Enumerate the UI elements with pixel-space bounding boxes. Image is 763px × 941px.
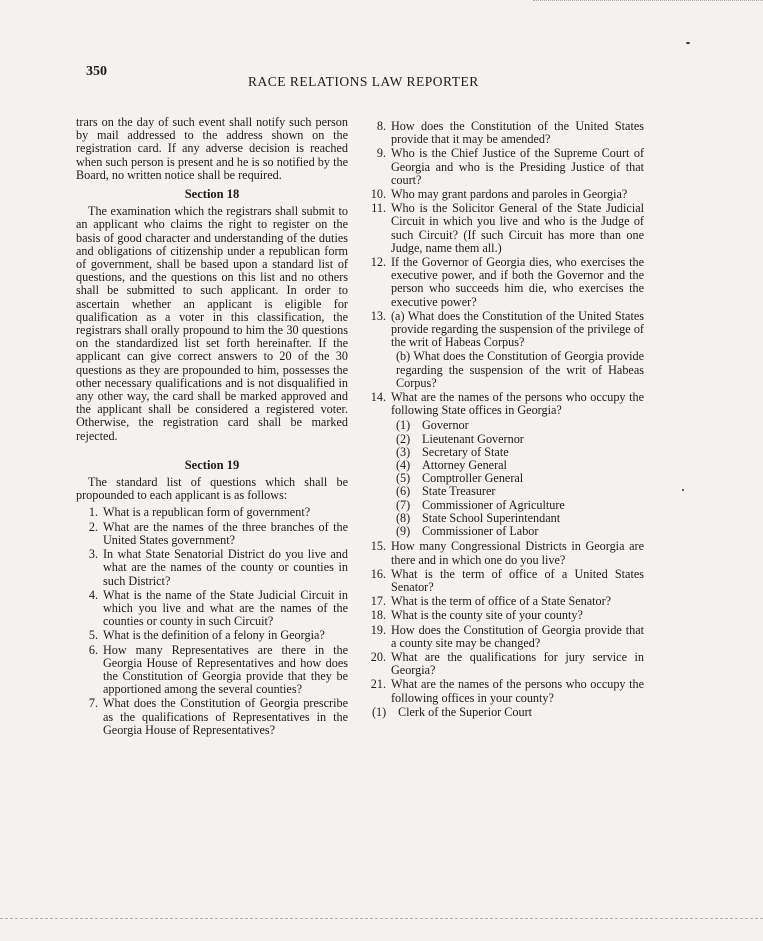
- question-number: 13.: [370, 308, 386, 323]
- question-text: What is the name of the State Judicial Circuit in which you live and what are the names of the counties or county in such Circuit?: [103, 587, 348, 629]
- question-text: In what State Senatorial District do you live and what are the names of the county or counties in such District?: [103, 547, 348, 588]
- office-item: [396, 525, 644, 538]
- running-title: RACE RELATIONS LAW REPORTER: [248, 74, 479, 89]
- question-15: [362, 540, 644, 566]
- question-21: [362, 678, 644, 704]
- question-text: What is the term of office of a State Senator?: [391, 594, 612, 609]
- question-text: How many Congressional Districts in Georgia are there and in which one do you live?: [391, 539, 644, 567]
- office-number: (1): [396, 418, 411, 433]
- question-13-part-b: (b) What does the Constitution of Georgia provide regarding the suspension of the writ of Habeas Corpus?: [396, 349, 644, 390]
- office-number: (8): [396, 510, 411, 525]
- office-number: (1): [372, 704, 387, 719]
- question-text: If the Governor of Georgia dies, who exercises the executive power, and if both the Governor and the person who succeeds him die, who exercises the executive power?: [391, 255, 644, 309]
- question-text: What is the county site of your county?: [391, 608, 583, 623]
- office-number: (4): [396, 458, 411, 473]
- question-12: [362, 256, 644, 309]
- question-number: 16.: [370, 566, 386, 581]
- office-label: Commissioner of Agriculture: [422, 497, 565, 512]
- left-column: [76, 116, 348, 738]
- top-edge-dots: [533, 0, 763, 1]
- question-8: [362, 120, 644, 146]
- question-number: 11.: [371, 201, 386, 216]
- office-item: [396, 433, 644, 446]
- question-text: Who is the Solicitor General of the State Judicial Circuit in which you live and who is the Judge of such Circuit? (If such Circuit has more than one Judge, name them all.): [391, 201, 644, 255]
- office-label: Secretary of State: [422, 444, 509, 459]
- office-label: Commissioner of Labor: [422, 524, 539, 539]
- question-text: What is the term of office of a United States Senator?: [391, 566, 644, 594]
- question-list-left: [76, 506, 348, 736]
- question-18: [362, 609, 644, 622]
- section-18-text: The examination which the registrars shall submit to an applicant who claims the right to register on the basis of good character and understanding of the duties and obligations of citizenship under a republican form of government, shall be based upon a standard list of questions, and the questions on this list and no others shall be submitted to such applicant. In order to ascertain whether an applicant is eligible for qualification as a voter in this classification, the registrars shall orally propound to him the 30 questions on the standardized list set forth hereinafter. If the applicant can give correct answers to 20 of the 30 questions as they are propounded to him, possesses the other necessary qualifications and is not disqualified in any other way, the card shall be marked approved and the applicant shall be considered a registered voter. Otherwise, the registration card shall be marked rejected.: [76, 204, 348, 443]
- office-number: (6): [396, 484, 411, 499]
- question-number: 19.: [370, 622, 386, 637]
- office-item: [396, 419, 644, 432]
- scan-speck: [686, 42, 690, 44]
- section-19-heading: Section 19: [184, 457, 240, 472]
- question-text: How many Representatives are there in the Georgia House of Representatives and how does the Constitution of Georgia provide that they be apportioned among the several counties?: [103, 642, 348, 697]
- question-number: 14.: [370, 390, 386, 405]
- section-19-intro: The standard list of questions which shall be propounded to each applicant is as follows:: [76, 475, 348, 503]
- office-label: Governor: [422, 418, 469, 433]
- question-text: What does the Constitution of Georgia prescribe as the qualifications of Representatives in the Georgia House of Representatives?: [103, 696, 348, 737]
- office-number: (5): [396, 471, 411, 486]
- question-number: 3.: [88, 547, 98, 562]
- question-text: What are the names of the three branches of the United States government?: [103, 519, 348, 547]
- office-number: (7): [396, 497, 411, 512]
- office-label: Comptroller General: [422, 471, 524, 486]
- office-label: State School Superintendant: [422, 510, 561, 525]
- office-item: [396, 485, 644, 498]
- right-column: [362, 120, 644, 719]
- question-13: [362, 310, 644, 350]
- question-number: 15.: [370, 539, 386, 554]
- question-number: 17.: [370, 594, 386, 609]
- question-6: [76, 644, 348, 697]
- question-text: What are the qualifications for jury service in Georgia?: [391, 649, 644, 678]
- question-number: 4.: [88, 587, 98, 602]
- question-text: What is the definition of a felony in Georgia?: [103, 628, 325, 643]
- office-item: [396, 499, 644, 512]
- question-4: [76, 589, 348, 629]
- question-number: 7.: [88, 696, 98, 711]
- question-number: 12.: [370, 255, 386, 270]
- office-label: Clerk of the Superior Court: [398, 704, 533, 719]
- office-label: Lieutenant Governor: [422, 431, 524, 446]
- question-number: 10.: [370, 187, 386, 202]
- page-number: 350: [86, 64, 107, 79]
- question-text: What are the names of the persons who occupy the following State offices in Georgia?: [391, 390, 644, 418]
- question-19: [362, 624, 644, 650]
- continuation-paragraph: trars on the day of such event shall notify such person by mail addressed to the address shown on the registration card. If any adverse decision is reached when such person is present and he is so notified by the Board, no written notice shall be required.: [76, 115, 348, 182]
- county-office-item: [372, 706, 644, 719]
- office-number: (2): [396, 431, 411, 446]
- scan-speck: [682, 489, 684, 491]
- question-2: [76, 521, 348, 547]
- office-label: Attorney General: [422, 458, 507, 473]
- office-number: (9): [396, 524, 411, 539]
- question-7: [76, 697, 348, 737]
- question-text: How does the Constitution of the United States provide that it may be amended?: [391, 119, 644, 147]
- state-office-list: [396, 419, 644, 538]
- question-text: Who is the Chief Justice of the Supreme Court of Georgia and who is the Presiding Justice of that court?: [391, 146, 644, 187]
- section-18-heading: Section 18: [184, 187, 240, 202]
- question-text: (a) What does the Constitution of the United States provide regarding the suspension of the privilege of the writ of Habeas Corpus?: [391, 308, 644, 350]
- question-17: [362, 595, 644, 608]
- question-text: How does the Constitution of Georgia provide that a county site may be changed?: [391, 622, 644, 650]
- question-14: [362, 391, 644, 417]
- question-number: 9.: [376, 146, 386, 161]
- bottom-scan-edge: [0, 918, 763, 919]
- question-number: 2.: [88, 519, 98, 534]
- question-text: What are the names of the persons who occupy the following offices in your county?: [391, 677, 644, 705]
- question-11: [362, 202, 644, 255]
- question-number: 6.: [88, 642, 98, 657]
- question-9: [362, 147, 644, 187]
- question-number: 8.: [376, 119, 386, 133]
- question-number: 20.: [370, 649, 386, 664]
- office-number: (3): [396, 444, 411, 459]
- question-number: 18.: [370, 608, 386, 623]
- question-number: 1.: [88, 505, 98, 520]
- question-10: [362, 188, 644, 201]
- question-5: [76, 629, 348, 642]
- question-20: [362, 651, 644, 677]
- question-3: [76, 548, 348, 588]
- office-label: State Treasurer: [422, 484, 496, 499]
- question-16: [362, 568, 644, 594]
- question-text: Who may grant pardons and paroles in Georgia?: [391, 187, 628, 202]
- question-number: 5.: [88, 628, 98, 643]
- question-1: [76, 506, 348, 519]
- question-number: 21.: [370, 677, 386, 692]
- question-text: What is a republican form of government?: [103, 505, 311, 520]
